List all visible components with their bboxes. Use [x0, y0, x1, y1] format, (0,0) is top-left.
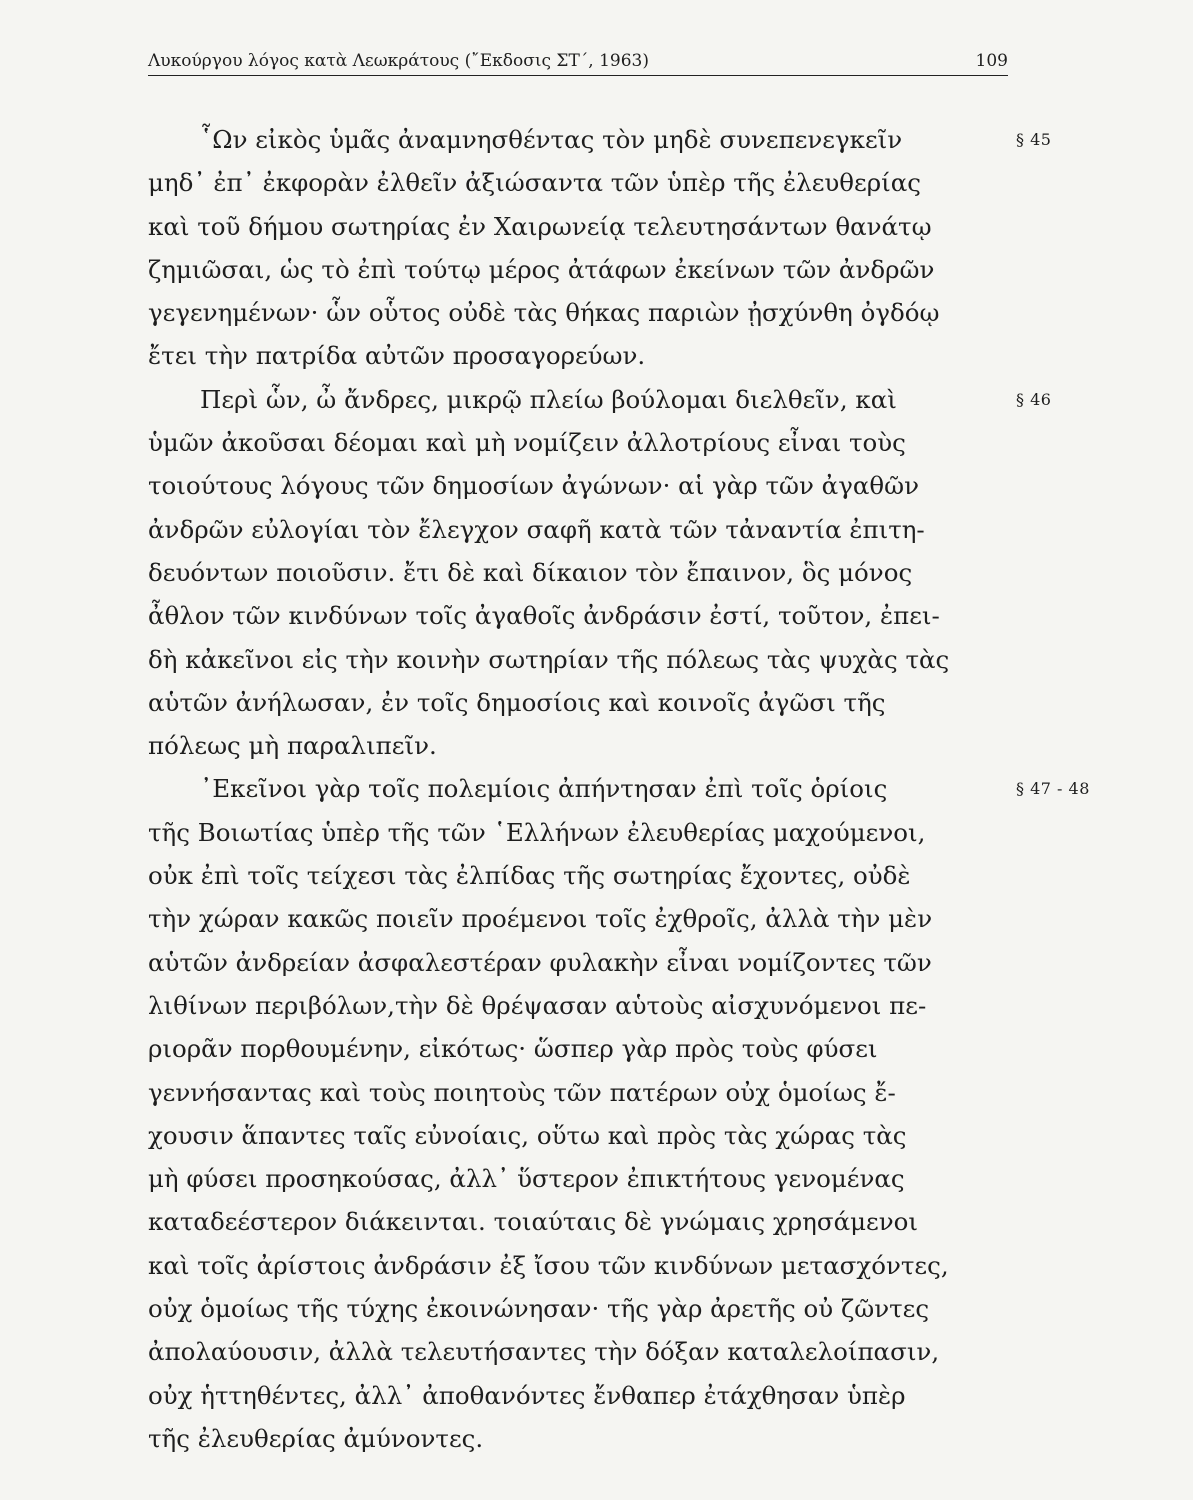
- line-text: πόλεως μὴ παραλιπεῖν.: [148, 731, 437, 761]
- text-line: [148, 897, 1023, 940]
- line-text: λιθίνων περιβόλων,τὴν δὲ θρέψασαν αὑτοὺς αἰσχυνόμενοι πε-: [148, 990, 927, 1020]
- line-text: αὑτῶν ἀνδρείαν ἀσφαλεστέραν φυλακὴν εἶναι νομίζοντες τῶν: [148, 947, 932, 977]
- body-text: [148, 118, 1090, 1460]
- line-text: δευόντων ποιοῦσιν. ἔτι δὲ καὶ δίκαιον τὸν ἔπαινον, ὃς μόνος: [148, 557, 913, 587]
- page-number: 109: [975, 51, 1008, 71]
- text-line: [148, 421, 1023, 464]
- line-text: τῆς Βοιωτίας ὑπὲρ τῆς τῶν ῾Ελλήνων ἐλευθερίας μαχούμενοι,: [148, 817, 926, 847]
- text-line: [148, 1417, 1023, 1460]
- line-text: οὐχ ὁμοίως τῆς τύχης ἐκοινώνησαν· τῆς γὰρ ἀρετῆς οὐ ζῶντες: [148, 1294, 930, 1324]
- text-line: [148, 205, 1023, 248]
- text-line: [148, 594, 1023, 637]
- text-line: [148, 767, 1090, 810]
- text-line: [148, 1027, 1023, 1070]
- text-line: [148, 638, 1023, 681]
- line-text: τὴν χώραν κακῶς ποιεῖν προέμενοι τοῖς ἐχθροῖς, ἀλλὰ τὴν μὲν: [148, 904, 933, 934]
- line-text: οὐκ ἐπὶ τοῖς τείχεσι τὰς ἐλπίδας τῆς σωτηρίας ἔχοντες, οὐδὲ: [148, 861, 911, 891]
- line-text: τοιούτους λόγους τῶν δημοσίων ἀγώνων· αἱ γὰρ τῶν ἀγαθῶν: [148, 471, 920, 501]
- line-text: καὶ τοῦ δήμου σωτηρίας ἐν Χαιρωνείᾳ τελευτησάντων θανάτῳ: [148, 211, 932, 241]
- text-line: [148, 334, 1023, 377]
- line-text: γεγενημένων· ὧν οὗτος οὐδὲ τὰς θήκας παριὼν ᾐσχύνθη ὀγδόῳ: [148, 298, 940, 328]
- text-line: [148, 681, 1023, 724]
- section-marker: § 47 - 48: [1016, 779, 1090, 799]
- line-text: δὴ κἀκεῖνοι εἰς τὴν κοινὴν σωτηρίαν τῆς πόλεως τὰς ψυχὰς τὰς: [148, 644, 950, 674]
- line-text: γεννήσαντας καὶ τοὺς ποιητοὺς τῶν πατέρων οὐχ ὁμοίως ἔ-: [148, 1077, 896, 1107]
- line-text: μὴ φύσει προσηκούσας, ἀλλ᾽ ὕστερον ἐπικτήτους γενομένας: [148, 1164, 905, 1194]
- text-line: [148, 724, 1023, 767]
- running-title: Λυκούργου λόγος κατὰ Λεωκράτους (῎Εκδοσις ΣΤ΄, 1963): [148, 51, 649, 71]
- line-text: ἀνδρῶν εὐλογίαι τὸν ἔλεγχον σαφῆ κατὰ τῶν τἀναντία ἐπιτη-: [148, 514, 925, 544]
- line-text: ἔτει τὴν πατρίδα αὐτῶν προσαγορεύων.: [148, 341, 646, 371]
- running-header: [148, 51, 1008, 76]
- text-line: [148, 984, 1023, 1027]
- line-text: Περὶ ὧν, ὦ ἄνδρες, μικρῷ πλείω βούλομαι διελθεῖν, καὶ: [200, 384, 897, 414]
- line-text: οὐχ ἡττηθέντες, ἀλλ᾽ ἀποθανόντες ἔνθαπερ ἐτάχθησαν ὑπὲρ: [148, 1380, 906, 1410]
- line-text: ἀπολαύουσιν, ἀλλὰ τελευτήσαντες τὴν δόξαν καταλελοίπασιν,: [148, 1337, 940, 1367]
- line-text: τῆς ἐλευθερίας ἀμύνοντες.: [148, 1423, 484, 1453]
- line-text: μηδ᾽ ἐπ᾽ ἐκφορὰν ἐλθεῖν ἀξιώσαντα τῶν ὑπὲρ τῆς ἐλευθερίας: [148, 168, 922, 198]
- text-line: [148, 1157, 1023, 1200]
- text-line: [148, 854, 1023, 897]
- text-line: [148, 941, 1023, 984]
- text-line: [148, 1114, 1023, 1157]
- section-marker: § 45: [1016, 130, 1052, 149]
- line-text: ζημιῶσαι, ὡς τὸ ἐπὶ τούτῳ μέρος ἀτάφων ἐκείνων τῶν ἀνδρῶν: [148, 254, 935, 284]
- text-line: [148, 1287, 1023, 1330]
- text-line: [148, 551, 1023, 594]
- line-text: ἆθλον τῶν κινδύνων τοῖς ἀγαθοῖς ἀνδράσιν ἐστί, τοῦτον, ἐπει-: [148, 601, 940, 631]
- text-line: [148, 1374, 1023, 1417]
- text-line: [148, 811, 1023, 854]
- text-line: [148, 464, 1023, 507]
- line-text: αὑτῶν ἀνήλωσαν, ἐν τοῖς δημοσίοις καὶ κοινοῖς ἀγῶσι τῆς: [148, 687, 886, 717]
- text-line: [148, 1244, 1023, 1287]
- line-text: ὑμῶν ἀκοῦσαι δέομαι καὶ μὴ νομίζειν ἀλλοτρίους εἶναι τοὺς: [148, 428, 906, 458]
- text-line: [148, 1071, 1023, 1114]
- line-text: ῟Ων εἰκὸς ὑμᾶς ἀναμνησθέντας τὸν μηδὲ συνεπενεγκεῖν: [200, 125, 903, 154]
- text-line: [148, 1330, 1023, 1373]
- line-text: χουσιν ἅπαντες ταῖς εὐνοίαις, οὕτω καὶ πρὸς τὰς χώρας τὰς: [148, 1120, 907, 1150]
- text-line: [148, 378, 1052, 421]
- text-line: [148, 1200, 1023, 1243]
- line-text: καταδεέστερον διάκεινται. τοιαύταις δὲ γνώμαις χρησάμενοι: [148, 1207, 918, 1237]
- line-text: ριορᾶν πορθουμένην, εἰκότως· ὥσπερ γὰρ πρὸς τοὺς φύσει: [148, 1034, 878, 1064]
- text-line: [148, 248, 1023, 291]
- text-line: [148, 508, 1023, 551]
- line-text: ᾽Εκεῖνοι γὰρ τοῖς πολεμίοις ἀπήντησαν ἐπὶ τοῖς ὁρίοις: [200, 774, 888, 804]
- text-line: [148, 118, 1052, 161]
- section-marker: § 46: [1016, 389, 1052, 409]
- line-text: καὶ τοῖς ἀρίστοις ἀνδράσιν ἐξ ἴσου τῶν κινδύνων μετασχόντες,: [148, 1250, 949, 1280]
- text-line: [148, 291, 1023, 334]
- text-line: [148, 161, 1023, 204]
